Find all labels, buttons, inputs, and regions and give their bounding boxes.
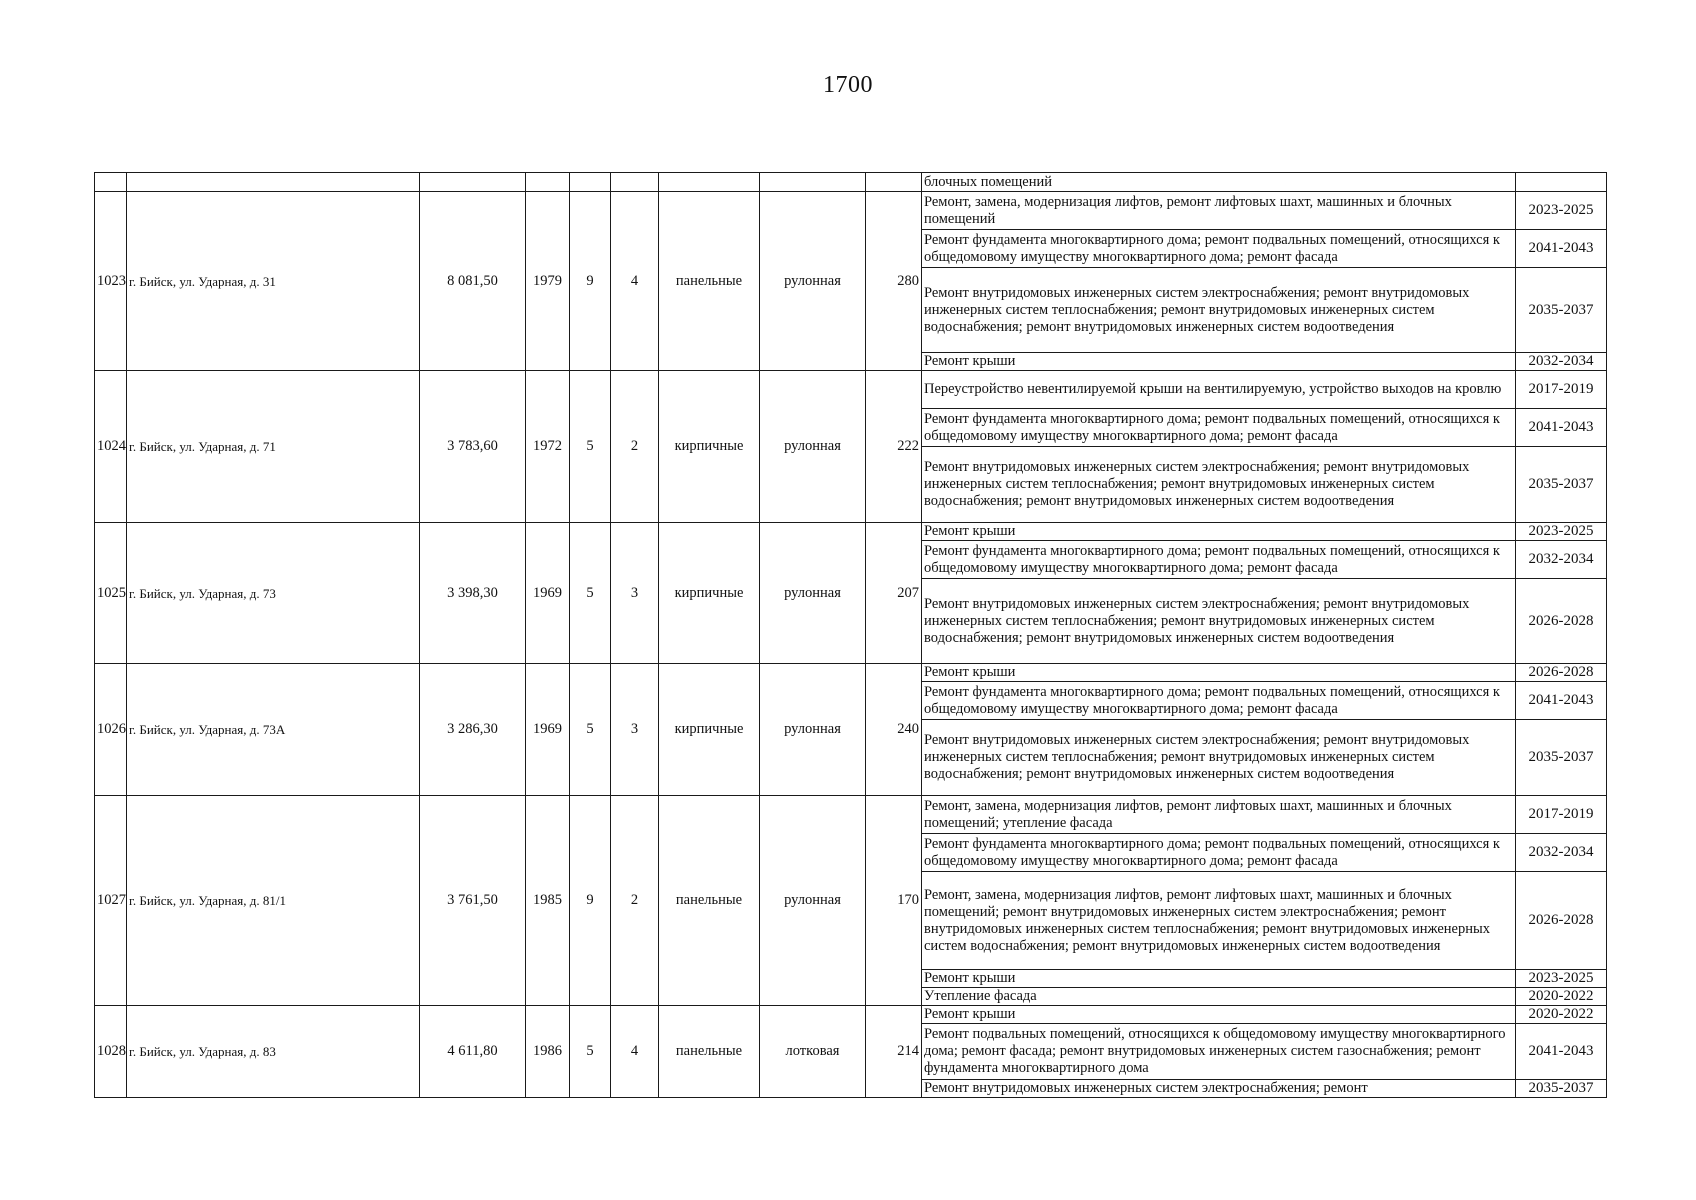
table-row bbox=[95, 1006, 1607, 1024]
table-body bbox=[95, 173, 1607, 1098]
work-description: Ремонт, замена, модернизация лифтов, ремонт лифтовых шахт, машинных и блочных помещений; ремонт внутридомовых инженерных систем электроснабжения; ремонт внутридомовых инженерных систем теплоснабжения; ремонт внутридомовых инженерных систем водоснабжения; ремонт внутридомовых инженерных систем водоотведения bbox=[922, 872, 1516, 970]
cell-floors: 5 bbox=[570, 523, 611, 664]
cell-address bbox=[127, 173, 420, 192]
cell-area: 4 611,80 bbox=[420, 1006, 526, 1098]
work-period: 2035-2037 bbox=[1516, 447, 1607, 523]
cell-year: 1969 bbox=[526, 523, 570, 664]
cell-entrances: 4 bbox=[611, 1006, 659, 1098]
cell-entrances: 3 bbox=[611, 523, 659, 664]
work-period: 2041-2043 bbox=[1516, 409, 1607, 447]
cell-floors: 5 bbox=[570, 1006, 611, 1098]
cell-residents: 170 bbox=[866, 796, 922, 1006]
cell-residents: 214 bbox=[866, 1006, 922, 1098]
cell-area bbox=[420, 173, 526, 192]
cell-roof: рулонная bbox=[760, 523, 866, 664]
cell-walls: кирпичные bbox=[659, 523, 760, 664]
table-row bbox=[95, 173, 1607, 192]
table-row bbox=[95, 192, 1607, 230]
work-description: Ремонт крыши bbox=[922, 1006, 1516, 1024]
cell-entrances: 2 bbox=[611, 371, 659, 523]
cell-year: 1969 bbox=[526, 664, 570, 796]
cell-address: г. Бийск, ул. Ударная, д. 81/1 bbox=[127, 796, 420, 1006]
cell-floors bbox=[570, 173, 611, 192]
cell-year: 1972 bbox=[526, 371, 570, 523]
cell-area: 3 783,60 bbox=[420, 371, 526, 523]
cell-residents: 240 bbox=[866, 664, 922, 796]
work-period: 2020-2022 bbox=[1516, 988, 1607, 1006]
work-period: 2017-2019 bbox=[1516, 796, 1607, 834]
cell-num bbox=[95, 173, 127, 192]
work-description: Ремонт внутридомовых инженерных систем электроснабжения; ремонт внутридомовых инженерных систем теплоснабжения; ремонт внутридомовых инженерных систем водоснабжения; ремонт внутридомовых инженерных систем водоотведения bbox=[922, 447, 1516, 523]
cell-num: 1024 bbox=[95, 371, 127, 523]
work-period: 2026-2028 bbox=[1516, 872, 1607, 970]
cell-walls bbox=[659, 173, 760, 192]
work-period: 2032-2034 bbox=[1516, 834, 1607, 872]
work-description: Ремонт, замена, модернизация лифтов, ремонт лифтовых шахт, машинных и блочных помещений bbox=[922, 192, 1516, 230]
work-period: 2032-2034 bbox=[1516, 353, 1607, 371]
work-period: 2041-2043 bbox=[1516, 1024, 1607, 1080]
cell-area: 8 081,50 bbox=[420, 192, 526, 371]
cell-roof: лотковая bbox=[760, 1006, 866, 1098]
work-period: 2026-2028 bbox=[1516, 579, 1607, 664]
work-description: Ремонт внутридомовых инженерных систем электроснабжения; ремонт внутридомовых инженерных систем теплоснабжения; ремонт внутридомовых инженерных систем водоснабжения; ремонт внутридомовых инженерных систем водоотведения bbox=[922, 720, 1516, 796]
table-row bbox=[95, 796, 1607, 834]
work-description: Ремонт крыши bbox=[922, 664, 1516, 682]
work-period: 2023-2025 bbox=[1516, 192, 1607, 230]
cell-floors: 5 bbox=[570, 371, 611, 523]
cell-floors: 5 bbox=[570, 664, 611, 796]
work-period: 2035-2037 bbox=[1516, 268, 1607, 353]
work-description: Утепление фасада bbox=[922, 988, 1516, 1006]
cell-address: г. Бийск, ул. Ударная, д. 73 bbox=[127, 523, 420, 664]
work-description: Ремонт внутридомовых инженерных систем электроснабжения; ремонт bbox=[922, 1080, 1516, 1098]
work-period: 2026-2028 bbox=[1516, 664, 1607, 682]
cell-address: г. Бийск, ул. Ударная, д. 31 bbox=[127, 192, 420, 371]
cell-walls: кирпичные bbox=[659, 371, 760, 523]
cell-year: 1985 bbox=[526, 796, 570, 1006]
cell-entrances bbox=[611, 173, 659, 192]
work-period: 2020-2022 bbox=[1516, 1006, 1607, 1024]
table-row bbox=[95, 664, 1607, 682]
cell-num: 1023 bbox=[95, 192, 127, 371]
cell-num: 1026 bbox=[95, 664, 127, 796]
cell-entrances: 4 bbox=[611, 192, 659, 371]
table-row bbox=[95, 523, 1607, 541]
work-description: Ремонт, замена, модернизация лифтов, ремонт лифтовых шахт, машинных и блочных помещений; утепление фасада bbox=[922, 796, 1516, 834]
housing-repair-table bbox=[94, 172, 1607, 1098]
cell-address: г. Бийск, ул. Ударная, д. 83 bbox=[127, 1006, 420, 1098]
work-period: 2041-2043 bbox=[1516, 230, 1607, 268]
cell-roof bbox=[760, 173, 866, 192]
work-description: Ремонт фундамента многоквартирного дома; ремонт подвальных помещений, относящихся к общедомовому имуществу многоквартирного дома; ремонт фасада bbox=[922, 409, 1516, 447]
cell-roof: рулонная bbox=[760, 664, 866, 796]
work-period: 2032-2034 bbox=[1516, 541, 1607, 579]
cell-roof: рулонная bbox=[760, 371, 866, 523]
cell-area: 3 761,50 bbox=[420, 796, 526, 1006]
work-description: Ремонт крыши bbox=[922, 353, 1516, 371]
work-description: Переустройство невентилируемой крыши на вентилируемую, устройство выходов на кровлю bbox=[922, 371, 1516, 409]
work-description: блочных помещений bbox=[922, 173, 1516, 192]
work-description: Ремонт фундамента многоквартирного дома; ремонт подвальных помещений, относящихся к общедомовому имуществу многоквартирного дома; ремонт фасада bbox=[922, 834, 1516, 872]
work-period: 2023-2025 bbox=[1516, 970, 1607, 988]
cell-entrances: 2 bbox=[611, 796, 659, 1006]
cell-num: 1027 bbox=[95, 796, 127, 1006]
cell-area: 3 286,30 bbox=[420, 664, 526, 796]
work-description: Ремонт фундамента многоквартирного дома; ремонт подвальных помещений, относящихся к общедомовому имуществу многоквартирного дома; ремонт фасада bbox=[922, 682, 1516, 720]
table-row bbox=[95, 371, 1607, 409]
cell-roof: рулонная bbox=[760, 796, 866, 1006]
cell-address: г. Бийск, ул. Ударная, д. 71 bbox=[127, 371, 420, 523]
cell-year bbox=[526, 173, 570, 192]
work-description: Ремонт внутридомовых инженерных систем электроснабжения; ремонт внутридомовых инженерных систем теплоснабжения; ремонт внутридомовых инженерных систем водоснабжения; ремонт внутридомовых инженерных систем водоотведения bbox=[922, 268, 1516, 353]
cell-walls: панельные bbox=[659, 796, 760, 1006]
cell-walls: панельные bbox=[659, 192, 760, 371]
work-period: 2035-2037 bbox=[1516, 1080, 1607, 1098]
cell-residents: 280 bbox=[866, 192, 922, 371]
cell-walls: кирпичные bbox=[659, 664, 760, 796]
work-description: Ремонт внутридомовых инженерных систем электроснабжения; ремонт внутридомовых инженерных систем теплоснабжения; ремонт внутридомовых инженерных систем водоснабжения; ремонт внутридомовых инженерных систем водоотведения bbox=[922, 579, 1516, 664]
cell-area: 3 398,30 bbox=[420, 523, 526, 664]
cell-num: 1028 bbox=[95, 1006, 127, 1098]
work-period: 2035-2037 bbox=[1516, 720, 1607, 796]
cell-floors: 9 bbox=[570, 796, 611, 1006]
cell-roof: рулонная bbox=[760, 192, 866, 371]
cell-floors: 9 bbox=[570, 192, 611, 371]
cell-year: 1979 bbox=[526, 192, 570, 371]
cell-address: г. Бийск, ул. Ударная, д. 73А bbox=[127, 664, 420, 796]
cell-residents bbox=[866, 173, 922, 192]
cell-num: 1025 bbox=[95, 523, 127, 664]
work-description: Ремонт фундамента многоквартирного дома; ремонт подвальных помещений, относящихся к общедомовому имуществу многоквартирного дома; ремонт фасада bbox=[922, 230, 1516, 268]
cell-entrances: 3 bbox=[611, 664, 659, 796]
cell-residents: 222 bbox=[866, 371, 922, 523]
cell-walls: панельные bbox=[659, 1006, 760, 1098]
work-description: Ремонт подвальных помещений, относящихся к общедомовому имуществу многоквартирного дома; ремонт фасада; ремонт внутридомовых инженерных систем газоснабжения; ремонт фундамента многоквартирного дома bbox=[922, 1024, 1516, 1080]
cell-year: 1986 bbox=[526, 1006, 570, 1098]
cell-residents: 207 bbox=[866, 523, 922, 664]
page-number: 1700 bbox=[823, 72, 873, 98]
work-description: Ремонт фундамента многоквартирного дома; ремонт подвальных помещений, относящихся к общедомовому имуществу многоквартирного дома; ремонт фасада bbox=[922, 541, 1516, 579]
work-period: 2017-2019 bbox=[1516, 371, 1607, 409]
work-period: 2023-2025 bbox=[1516, 523, 1607, 541]
work-description: Ремонт крыши bbox=[922, 523, 1516, 541]
work-period: 2041-2043 bbox=[1516, 682, 1607, 720]
work-description: Ремонт крыши bbox=[922, 970, 1516, 988]
work-period bbox=[1516, 173, 1607, 192]
